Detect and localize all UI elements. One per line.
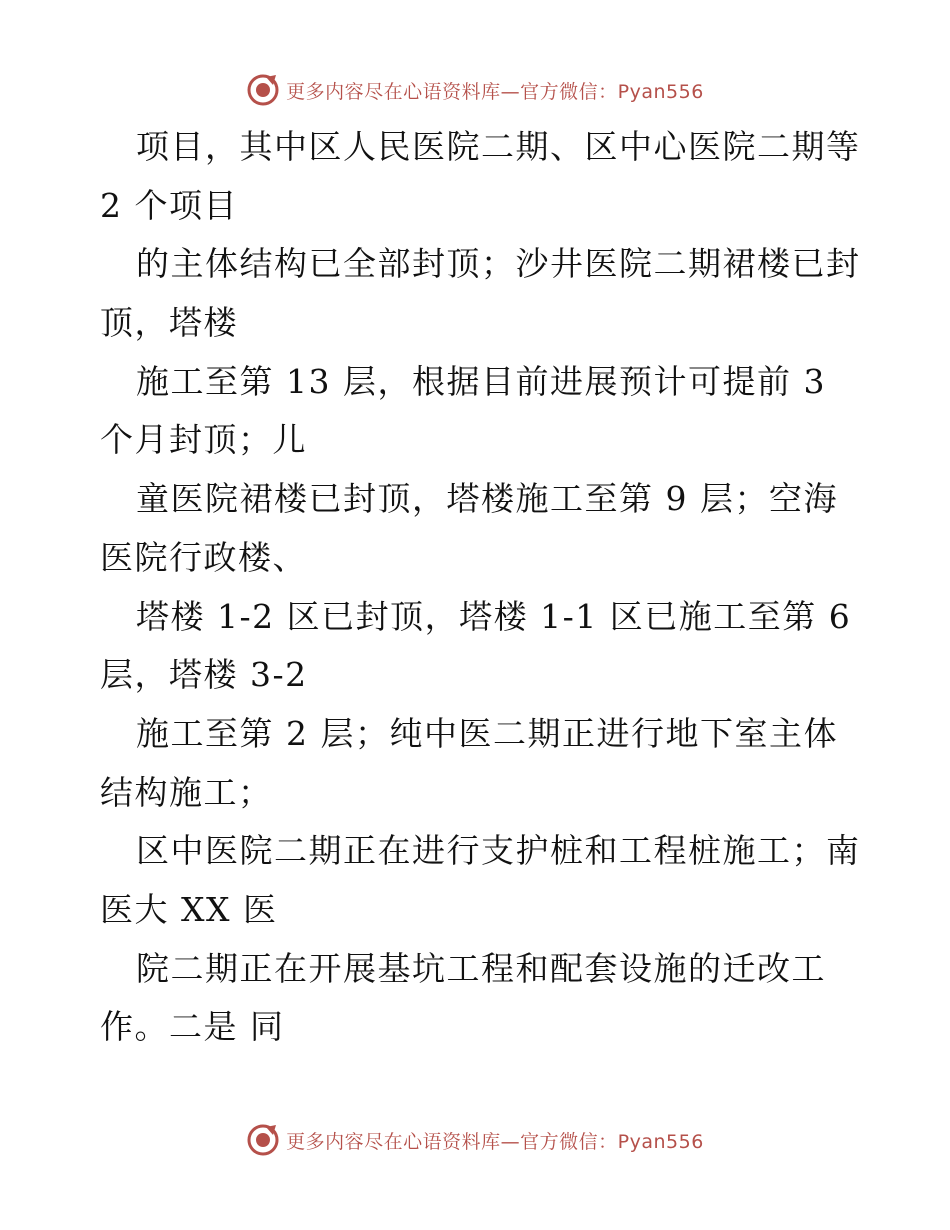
text-line: 2 个项目 bbox=[100, 185, 238, 225]
text-line: 的主体结构已全部封顶；沙井医院二期裙楼已封 bbox=[136, 244, 861, 284]
text-line: 项目，其中区人民医院二期、区中心医院二期等 bbox=[136, 127, 861, 166]
footer-banner-text: 更多内容尽在心语资料库—官方微信：Pyan556 bbox=[286, 1130, 704, 1153]
text-line: 院二期正在开展基坑工程和配套设施的迁改工 bbox=[136, 948, 826, 988]
text-line: 童医院裙楼已封顶，塔楼施工至第 9 层；空海 bbox=[136, 479, 838, 519]
brand-logo-icon bbox=[246, 1123, 280, 1157]
text-line: 塔楼 1-2 区已封顶，塔楼 1-1 区已施工至第 6 bbox=[136, 596, 852, 636]
header-banner-text: 更多内容尽在心语资料库—官方微信：Pyan556 bbox=[286, 80, 704, 103]
text-line: 个月封顶；儿 bbox=[100, 420, 307, 460]
text-line: 层，塔楼 3-2 bbox=[100, 655, 308, 695]
footer-watermark bbox=[0, 1120, 950, 1160]
brand-logo-icon bbox=[246, 73, 280, 107]
header-watermark bbox=[0, 70, 950, 110]
text-line: 医大 XX 医 bbox=[100, 889, 278, 929]
document-body bbox=[100, 118, 860, 1057]
text-line: 施工至第 13 层，根据目前进展预计可提前 3 bbox=[136, 361, 826, 401]
text-line: 作。二是 同 bbox=[100, 1007, 285, 1047]
text-line: 顶，塔楼 bbox=[100, 303, 238, 343]
text-line: 医院行政楼、 bbox=[100, 537, 307, 577]
text-line: 区中医院二期正在进行支护桩和工程桩施工；南 bbox=[136, 831, 861, 871]
text-line: 施工至第 2 层；纯中医二期正进行地下室主体 bbox=[136, 713, 838, 753]
text-line: 结构施工； bbox=[100, 772, 273, 812]
